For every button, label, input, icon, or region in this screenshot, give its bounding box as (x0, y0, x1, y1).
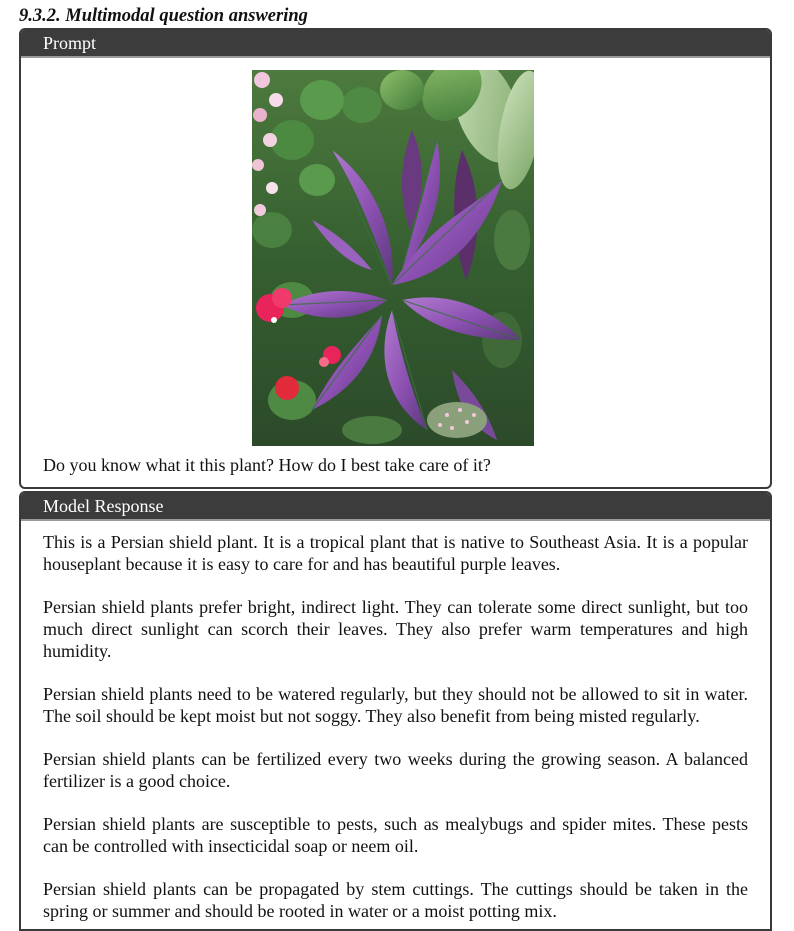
prompt-box (19, 28, 772, 489)
section-heading: 9.3.2. Multimodal question answering (19, 6, 308, 26)
response-paragraph-watering: Persian shield plants need to be watered regularly, but they should not be allowed to sit in water. The soil should be kept moist but not soggy. They also benefit from being misted regularly. (43, 684, 748, 726)
response-paragraph-light: Persian shield plants prefer bright, indirect light. They can tolerate some direct sunlight, but too much direct sunlight can scorch their leaves. They also prefer warm temperatures and high humidity. (43, 597, 748, 661)
response-box (19, 491, 772, 931)
response-paragraph-identification: This is a Persian shield plant. It is a tropical plant that is native to Southeast Asia. It is a popular houseplant because it is easy to care for and has beautiful purple leaves. (43, 532, 748, 574)
response-header: Model Response (21, 493, 770, 521)
response-paragraph-propagation: Persian shield plants can be propagated by stem cuttings. The cuttings should be taken in the spring or summer and should be rooted in water or a moist potting mix. (43, 879, 748, 921)
response-paragraph-pests: Persian shield plants are susceptible to pests, such as mealybugs and spider mites. These pests can be controlled with insecticidal soap or neem oil. (43, 814, 748, 856)
polka-dot-plant (427, 402, 487, 438)
response-paragraph-fertilizing: Persian shield plants can be fertilized every two weeks during the growing season. A balanced fertilizer is a good choice. (43, 749, 748, 791)
response-body (21, 521, 770, 922)
plant-photo (252, 70, 534, 446)
prompt-question: Do you know what it this plant? How do I best take care of it? (43, 455, 491, 475)
prompt-header: Prompt (21, 30, 770, 58)
